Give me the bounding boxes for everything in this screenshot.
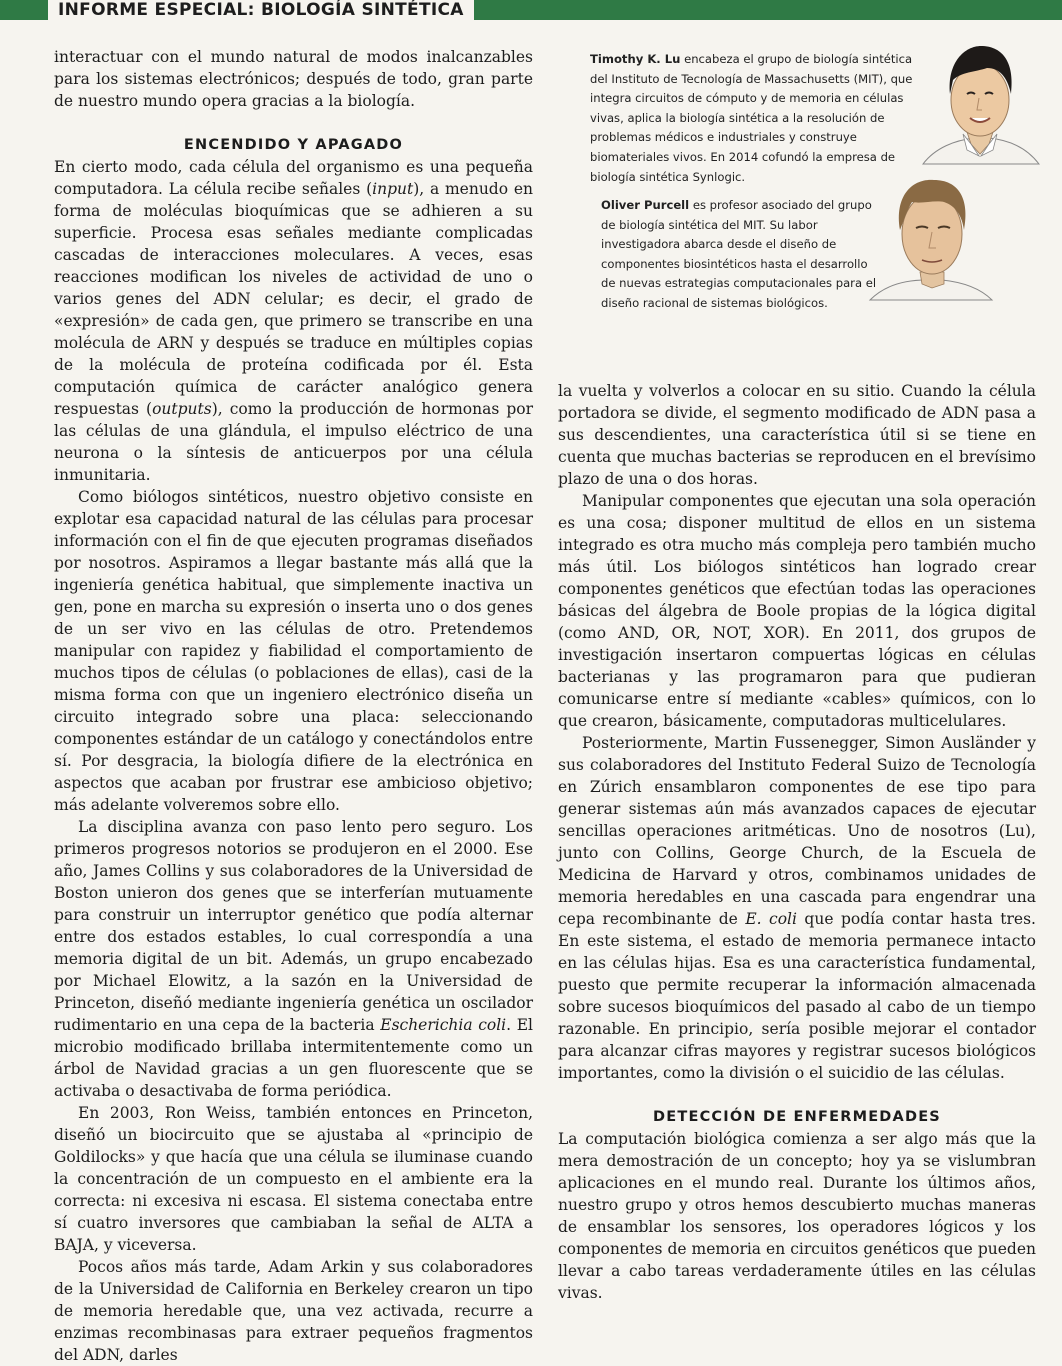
paragraph: Manipular componentes que ejecutan una sola operación es una cosa; disponer multitud de ellos en un sistema integrado es otra mucho más compleja pero también mucho más útil. Los biólogos sintéticos han logrado crear componentes genéticos que efectúan todas las operaciones básicas del álgebra de Boole propias de la lógica digital (como AND, OR, NOT, XOR). En 2011, dos grupos de investigación insertaron compuertas lógicas en células bacterianas y las programaron para que pudieran comunicarse entre sí mediante «cables» químicos, con lo que crearon, básicamente, computadoras multicelulares.: [558, 492, 1036, 730]
paragraph: En cierto modo, cada célula del organismo es una pequeña computadora. La célula recibe señales (input), a menudo en forma de moléculas bioquímicas que se adhieren a su superficie. Procesa esas señales mediante complicadas cascadas de interacciones moleculares. A veces, esas reacciones modifican los niveles de actividad de uno o varios genes del ADN celular; es decir, el grado de «expresión» de cada gen, que primero se transcribe en una molécula de ARN y después se traduce en múltiples copias de la molécula de proteína codificada por él. Esta computación química de carácter analógico genera respuestas (outputs), como la producción de hormonas por las células de una glándula, el impulso eléctrico de una neurona o la síntesis de anticuerpos por una célula inmunitaria.: [54, 158, 534, 484]
left-column: [54, 46, 533, 1366]
paragraph: Pocos años más tarde, Adam Arkin y sus colaboradores de la Universidad de California en Berkeley crearon un tipo de memoria heredable que, una vez activada, recurre a enzimas recombinasas para extraer pequeños fragmentos del ADN, darles: [54, 1258, 533, 1364]
paragraph: La computación biológica comienza a ser algo más que la mera demostración de un concepto; hoy ya se vislumbran aplicaciones en el mundo real. Durante los últimos años, nuestro grupo y otros hemos descubierto muchas maneras de ensamblar los sensores, los operadores lógicos y los componentes de memoria en circuitos genéticos que pueden llevar a cabo tareas verdaderamente útiles en las células vivas.: [558, 1130, 1036, 1302]
author-bio-lu: [590, 50, 920, 187]
paragraph: Como biólogos sintéticos, nuestro objetivo consiste en explotar esa capacidad natural de las células para procesar información con el fin de que ejecuten programas diseñados por nosotros. Aspiramos a llegar bastante más allá que la ingeniería genética habitual, que simplemente inactiva un gen, pone en marcha su expresión o inserta uno o dos genes de un ser vivo en las células de otro. Pretendemos manipular con rapidez y fiabilidad el comportamiento de muchos tipos de células (o poblaciones de ellas), casi de la misma forma con que un ingeniero electrónico diseña un circuito integrado sobre una placa: seleccionando componentes estándar de un catálogo y conectándolos entre sí. Por desgracia, la biología difiere de la electrónica en aspectos que acaban por frustrar ese ambicioso objetivo; más adelante volveremos sobre ello.: [54, 488, 533, 814]
author-bio-purcell: [601, 196, 879, 314]
right-column: [558, 380, 1036, 1304]
author-description: es profesor asociado del grupo de biología sintética del MIT. Su labor investigadora abarca desde el diseño de componentes biosintéticos hasta el desarrollo de nuevas estrategias computacionales para el diseño racional de sistemas biológicos.: [601, 198, 877, 310]
paragraph: La disciplina avanza con paso lento pero seguro. Los primeros progresos notorios se produjeron en el 2000. Ese año, James Collins y sus colaboradores de la Universidad de Boston unieron dos genes que se interferían mutuamente para construir un interruptor genético que podía alternar entre dos estados estables, lo cual correspondía a una memoria digital de un bit. Además, un grupo encabezado por Michael Elowitz, a la sazón en la Universidad de Princeton, diseñó mediante ingeniería genética un oscilador rudimentario en una cepa de la bacteria Escherichia coli. El microbio modificado brillaba intermitentemente como un árbol de Navidad gracias a un gen fluorescente que se activaba o desactivaba de forma periódica.: [54, 818, 533, 1100]
section-heading-encendido: ENCENDIDO Y APAGADO: [183, 137, 404, 153]
paragraph: Posteriormente, Martin Fussenegger, Simon Ausländer y sus colaboradores del Instituto Federal Suizo de Tecnología en Zúrich ensamblaron componentes de ese tipo para generar sistemas aún más avanzados capaces de ejecutar sencillas operaciones aritméticas. Uno de nosotros (Lu), junto con Collins, George Church, de la Escuela de Medicina de Harvard y otros, combinamos unidades de memoria heredables en una cascada para engendrar una cepa recombinante de E. coli que podía contar hasta tres. En este sistema, el estado de memoria permanece intacto en las células hijas. Esa es una característica fundamental, puesto que permite recuperar la información almacenada sobre sucesos bioquímicos del pasado al cabo de un tiempo razonable. En principio, sería posible mejorar el contador para alcanzar cifras mayores y registrar sucesos biológicos importantes, como la división o el suicidio de las células.: [558, 734, 1036, 1082]
paragraph: En 2003, Ron Weiss, también entonces en Princeton, diseñó un biocircuito que se ajustaba al «principio de Goldilocks» y que hacía que una célula se iluminase cuando la concentración de un compuesto en el ambiente era la correcta: ni excesiva ni escasa. El sistema conectaba entre sí cuatro inversores que cambiaban la señal de ALTA a BAJA, y viceversa.: [54, 1104, 533, 1254]
author-name: Timothy K. Lu: [590, 52, 681, 66]
section-header: INFORME ESPECIAL: BIOLOGÍA SINTÉTICA: [48, 0, 474, 20]
portrait-timothy-lu: [915, 36, 1045, 166]
author-name: Oliver Purcell: [601, 198, 690, 212]
author-description: encabeza el grupo de biología sintética del Instituto de Tecnología de Massachusetts (MIT), que integra circuitos de cómputo y de memoria en células vivas, aplica la biología sintética a la resolución de problemas médicos e industriales y construye biomateriales vivos. En 2014 cofundó la empresa de biología sintética Synlogic.: [590, 52, 913, 184]
paragraph: interactuar con el mundo natural de modos inalcanzables para los sistemas electrónicos; después de todo, gran parte de nuestro mundo opera gracias a la biología.: [54, 48, 533, 110]
portrait-oliver-purcell: [866, 172, 996, 304]
paragraph: la vuelta y volverlos a colocar en su sitio. Cuando la célula portadora se divide, el segmento modificado de ADN pasa a sus descendientes, una característica útil si se tiene en cuenta que muchas bacterias se reproducen en el brevísimo plazo de una o dos horas.: [558, 382, 1036, 488]
section-heading-deteccion: DETECCIÓN DE ENFERMEDADES: [653, 1109, 941, 1125]
